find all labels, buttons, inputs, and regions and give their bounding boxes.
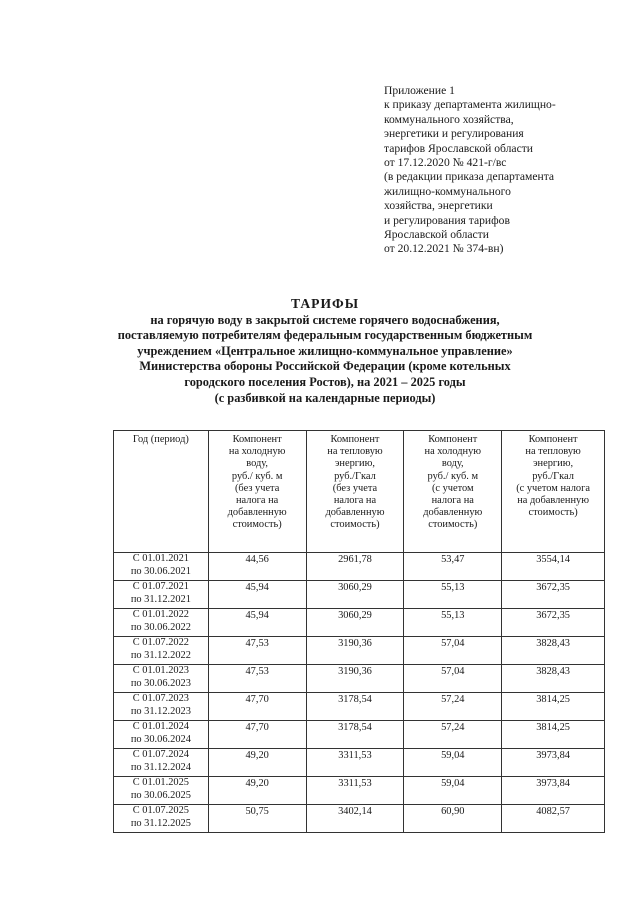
title-line: поставляемую потребителям федеральным государственным бюджетным <box>117 328 533 343</box>
period-from: С 01.01.2025 <box>132 777 190 788</box>
appendix-line: Приложение 1 <box>384 84 455 97</box>
period-from: С 01.01.2022 <box>132 609 190 620</box>
column-header <box>502 431 605 553</box>
appendix-line: тарифов Ярославской области <box>384 141 533 155</box>
value-cell: 53,47 <box>404 553 502 581</box>
value-cell: 3311,53 <box>306 749 404 777</box>
value-cell: 55,13 <box>404 609 502 637</box>
title-line: Министерства обороны Российской Федерации (кроме котельных <box>139 359 511 374</box>
table-row <box>114 721 605 749</box>
period-cell <box>114 721 209 749</box>
value-cell: 60,90 <box>404 805 502 833</box>
value-cell: 3190,36 <box>306 665 404 693</box>
period-cell <box>114 805 209 833</box>
header-line: стоимость) <box>330 519 380 531</box>
table-row <box>114 805 605 833</box>
period-cell <box>114 609 209 637</box>
value-cell: 3828,43 <box>502 665 605 693</box>
header-line: руб./ куб. м <box>231 470 283 482</box>
table-row <box>114 693 605 721</box>
period-from: С 01.01.2023 <box>132 665 190 676</box>
header-line: на холодную <box>228 446 286 458</box>
period-from: С 01.07.2023 <box>132 693 190 704</box>
value-cell: 3060,29 <box>306 581 404 609</box>
value-cell: 3402,14 <box>306 805 404 833</box>
table-row <box>114 553 605 581</box>
header-line: добавленную <box>423 507 483 519</box>
value-cell: 47,53 <box>208 637 306 665</box>
header-line: руб./ куб. м <box>427 470 479 482</box>
period-to: по 30.06.2022 <box>130 621 191 633</box>
period-from: С 01.01.2021 <box>132 553 190 564</box>
value-cell: 3060,29 <box>306 609 404 637</box>
value-cell: 3814,25 <box>502 721 605 749</box>
header-line: на тепловую <box>525 446 581 458</box>
period-to: по 31.12.2021 <box>130 593 191 605</box>
header-line: воду, <box>441 458 464 470</box>
value-cell: 47,53 <box>208 665 306 693</box>
column-header <box>208 431 306 553</box>
value-cell: 55,13 <box>404 581 502 609</box>
value-cell: 3672,35 <box>502 581 605 609</box>
value-cell: 49,20 <box>208 777 306 805</box>
header-line: воду, <box>246 458 269 470</box>
header-line: на добавленную <box>517 495 589 507</box>
header-line: стоимость) <box>428 519 478 531</box>
appendix-line: хозяйства, энергетики <box>384 199 493 213</box>
value-cell: 47,70 <box>208 721 306 749</box>
header-line: налога на <box>333 495 377 507</box>
period-to: по 31.12.2022 <box>130 649 191 661</box>
title-main: ТАРИФЫ <box>290 296 360 311</box>
value-cell: 57,24 <box>404 693 502 721</box>
period-to: по 31.12.2025 <box>130 817 191 829</box>
header-line: налога на <box>431 495 474 507</box>
header-line: Год (период) <box>132 434 189 445</box>
appendix-line: коммунального хозяйства, <box>384 112 514 126</box>
table-row <box>114 749 605 777</box>
title-line: городского поселения Ростов), на 2021 – 2025 годы <box>184 374 466 389</box>
tariff-table <box>113 430 605 833</box>
appendix-line: энергетики и регулирования <box>384 127 524 141</box>
value-cell: 3178,54 <box>306 721 404 749</box>
value-cell: 3178,54 <box>306 693 404 721</box>
header-line: налога на <box>236 495 279 507</box>
period-cell <box>114 749 209 777</box>
header-line: энергию, <box>334 458 375 470</box>
header-line: руб./Гкал <box>532 470 574 482</box>
period-to: по 30.06.2023 <box>130 677 191 689</box>
table-header-row <box>114 431 605 553</box>
table-body <box>114 553 605 833</box>
title-line: на горячую воду в закрытой системе горячего водоснабжения, <box>150 312 500 327</box>
value-cell: 45,94 <box>208 609 306 637</box>
period-from: С 01.01.2024 <box>132 721 190 732</box>
header-line: (с учетом <box>431 482 474 494</box>
period-to: по 30.06.2025 <box>130 789 191 801</box>
period-cell <box>114 553 209 581</box>
period-cell <box>114 637 209 665</box>
value-cell: 3828,43 <box>502 637 605 665</box>
value-cell: 3554,14 <box>502 553 605 581</box>
document-title <box>100 296 550 406</box>
header-line: стоимость) <box>232 519 282 531</box>
appendix-line: Ярославской области <box>384 228 489 242</box>
value-cell: 3814,25 <box>502 693 605 721</box>
column-header <box>114 431 209 553</box>
period-to: по 30.06.2021 <box>130 565 191 577</box>
value-cell: 3973,84 <box>502 777 605 805</box>
table-row <box>114 665 605 693</box>
period-cell <box>114 665 209 693</box>
appendix-line: от 20.12.2021 № 374-вн) <box>384 242 504 256</box>
value-cell: 59,04 <box>404 777 502 805</box>
header-line: добавленную <box>227 507 287 519</box>
period-cell <box>114 693 209 721</box>
appendix-block <box>384 84 624 257</box>
header-line: на холодную <box>424 446 482 458</box>
table-row <box>114 637 605 665</box>
header-line: (без учета <box>234 482 280 494</box>
period-from: С 01.07.2022 <box>132 637 190 648</box>
table-row <box>114 581 605 609</box>
period-cell <box>114 581 209 609</box>
header-line: стоимость) <box>528 507 578 519</box>
appendix-line: от 17.12.2020 № 421-г/вс <box>384 156 507 170</box>
appendix-line: к приказу департамента жилищно- <box>384 98 556 112</box>
value-cell: 49,20 <box>208 749 306 777</box>
value-cell: 57,04 <box>404 665 502 693</box>
header-line: на тепловую <box>327 446 383 458</box>
header-line: Компонент <box>232 434 282 445</box>
appendix-line: жилищно-коммунального <box>384 184 511 198</box>
header-line: Компонент <box>528 434 578 445</box>
value-cell: 45,94 <box>208 581 306 609</box>
header-line: Компонент <box>330 434 380 445</box>
value-cell: 59,04 <box>404 749 502 777</box>
value-cell: 3190,36 <box>306 637 404 665</box>
appendix-line: и регулирования тарифов <box>384 213 510 227</box>
value-cell: 47,70 <box>208 693 306 721</box>
period-to: по 30.06.2024 <box>130 733 191 745</box>
value-cell: 4082,57 <box>502 805 605 833</box>
column-header <box>306 431 404 553</box>
value-cell: 3973,84 <box>502 749 605 777</box>
title-subtitle <box>100 313 550 407</box>
value-cell: 50,75 <box>208 805 306 833</box>
title-line: учреждением «Центральное жилищно-коммунальное управление» <box>137 343 513 358</box>
period-to: по 31.12.2023 <box>130 705 191 717</box>
header-line: (без учета <box>332 482 378 494</box>
column-header <box>404 431 502 553</box>
header-line: Компонент <box>428 434 478 445</box>
title-line: (с разбивкой на календарные периоды) <box>214 390 436 405</box>
header-line: энергию, <box>533 458 574 470</box>
value-cell: 57,24 <box>404 721 502 749</box>
value-cell: 2961,78 <box>306 553 404 581</box>
period-from: С 01.07.2024 <box>132 749 190 760</box>
period-from: С 01.07.2021 <box>132 581 190 592</box>
header-line: добавленную <box>325 507 385 519</box>
value-cell: 3311,53 <box>306 777 404 805</box>
table-row <box>114 609 605 637</box>
appendix-line: (в редакции приказа департамента <box>384 170 555 184</box>
period-to: по 31.12.2024 <box>130 761 191 773</box>
table-row <box>114 777 605 805</box>
header-line: (с учетом налога <box>516 482 590 494</box>
period-cell <box>114 777 209 805</box>
value-cell: 57,04 <box>404 637 502 665</box>
header-line: руб./Гкал <box>334 470 376 482</box>
period-from: С 01.07.2025 <box>132 805 190 816</box>
value-cell: 3672,35 <box>502 609 605 637</box>
value-cell: 44,56 <box>208 553 306 581</box>
